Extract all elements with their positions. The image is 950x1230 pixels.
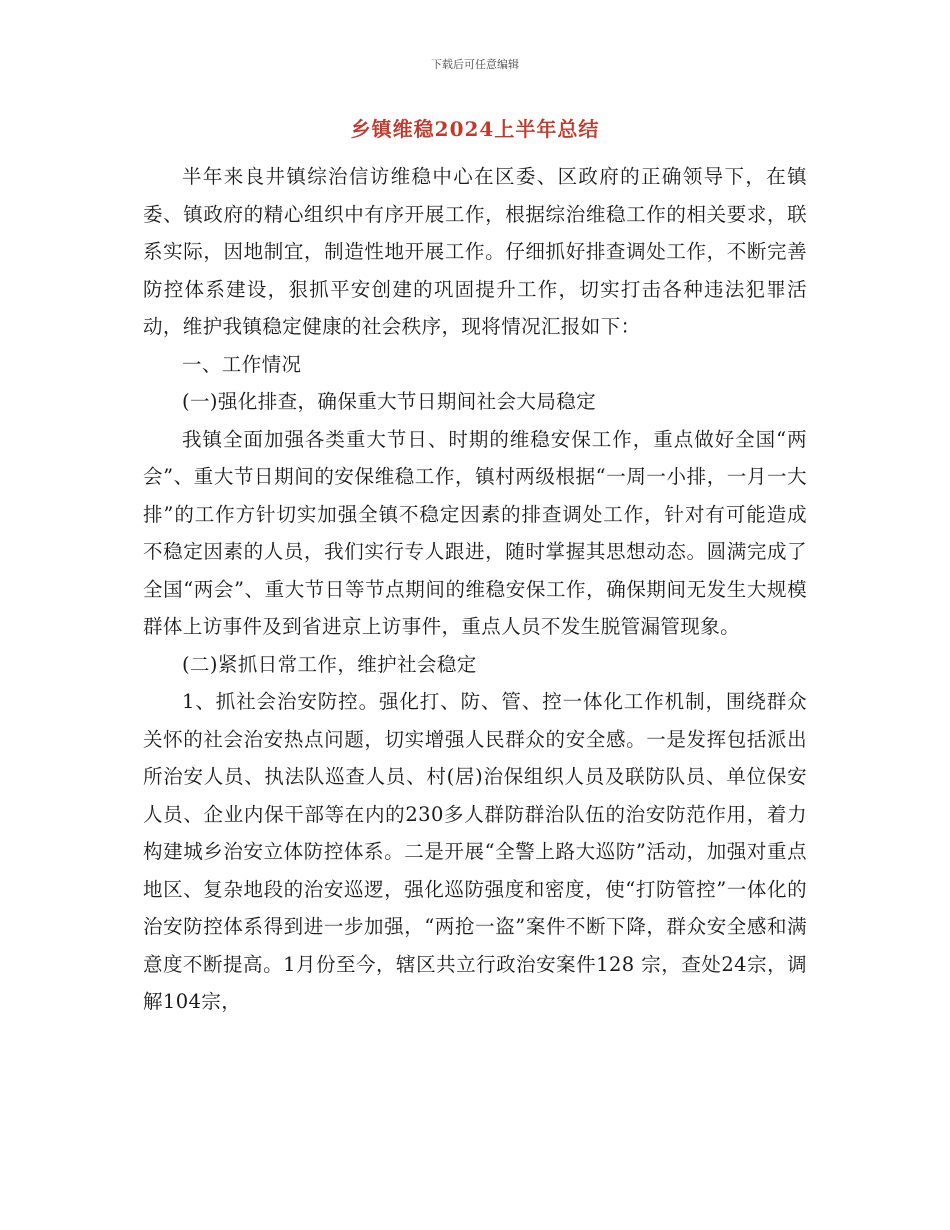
subsection-heading-1: (一)强化排查，确保重大节日期间社会大局稳定 (182, 390, 597, 413)
page-header-note: 下载后可任意编辑 (431, 58, 519, 71)
section-heading-work-situation: 一、工作情况 (182, 352, 302, 376)
subsection-heading-2: (二)紧抓日常工作，维护社会稳定 (182, 652, 477, 676)
paragraph-holiday-security: 我镇全面加强各类重大节日、时期的维稳安保工作，重点做好全国“两会”、重大节日期间的安保维稳工作，镇村两级根据“一周一小排，一月一大排”的工作方针切实加强全镇不稳定因素的排查调处工作，针对有可能造成不稳定因素的人员，我们实行专人跟进，随时掌握其思想动态。圆满完成了全国“两会”、重大节日等节点期间的维稳安保工作，确保期间无发生大规模群体上访事件及到省进京上访事件，重点人员不发生脱管漏管现象。 (143, 427, 807, 638)
paragraph-public-security: 1、抓社会治安防控。强化打、防、管、控一体化工作机制，围绕群众关怀的社会治安热点问题，切实增强人民群众的安全感。一是发挥包括派出所治安人员、执法队巡查人员、村(居)治保组织人员及联防队员、单位保安人员、企业内保干部等在内的230多人群防群治队伍的治安防范作用，着力构建城乡治安立体防控体系。二是开展“全警上路大巡防”活动，加强对重点地区、复杂地段的治安巡逻，强化巡防强度和密度，使“打防管控”一体化的治安防控体系得到进一步加强，“两抢一盗”案件不断下降，群众安全感和满意度不断提高。1月份至今，辖区共立行政治安案件128 宗，查处24宗，调解104宗， (143, 690, 807, 1013)
document-title: 乡镇维稳2024上半年总结 (350, 117, 600, 141)
document-body (143, 158, 807, 1021)
paragraph-intro: 半年来良井镇综治信访维稳中心在区委、区政府的正确领导下，在镇委、镇政府的精心组织中有序开展工作，根据综治维稳工作的相关要求，联系实际，因地制宜，制造性地开展工作。仔细抓好排查调处工作，不断完善防控体系建设，狠抓平安创建的巩固提升工作，切实打击各种违法犯罪活动，维护我镇稳定健康的社会秩序，现将情况汇报如下： (143, 165, 807, 338)
